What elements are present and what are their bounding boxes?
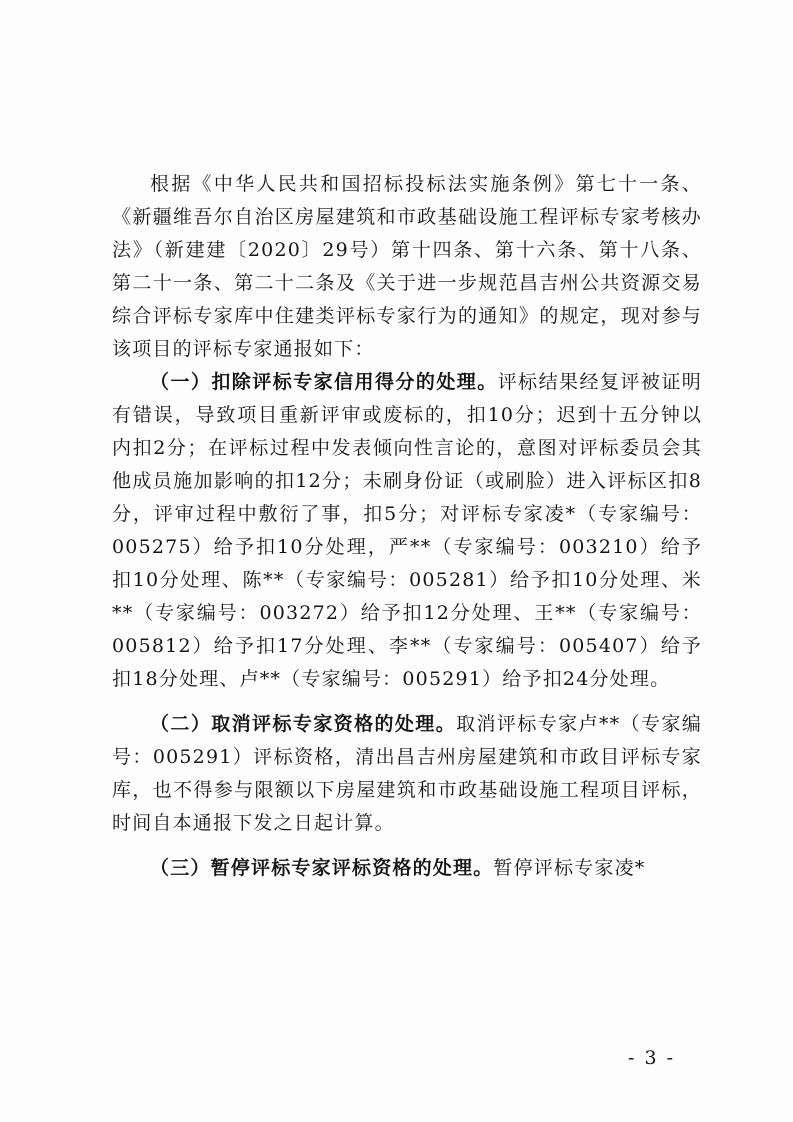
intro-paragraph	[112, 168, 702, 366]
section-3-paragraph	[112, 852, 702, 885]
section-1-heading: （一）扣除评标专家信用得分的处理。	[150, 371, 498, 393]
section-2-paragraph	[112, 708, 702, 840]
intro-text: 根据《中华人民共和国招标投标法实施条例》第七十一条、《新疆维吾尔自治区房屋建筑和市政基础设施工程评标专家考核办法》（新建建〔2020〕29号）第十四条、第十六条、第十八条、第二十一条、第二十二条及《关于进一步规范昌吉州公共资源交易综合评标专家库中住建类评标专家行为的通知》的规定，现对参与该项目的评标专家通报如下：	[112, 173, 702, 360]
document-body	[112, 168, 702, 885]
section-3-text: 暂停评标专家凌*	[493, 857, 646, 879]
section-2-text: 取消评标专家卢**（专家编号：005291）评标资格，清出昌吉州房屋建筑和市政目评标专家库，也不得参与限额以下房屋建筑和市政基础设施工程项目评标，时间自本通报下发之日起计算。	[112, 713, 702, 834]
section-1-text: 评标结果经复评被证明有错误，导致项目重新评审或废标的，扣10分；迟到十五分钟以内扣2分；在评标过程中发表倾向性言论的，意图对评标委员会其他成员施加影响的扣12分；未刷身份证（或刷脸）进入评标区扣8分，评审过程中敷衍了事，扣5分；对评标专家凌*（专家编号：005275）给予扣10分处理，严**（专家编号：003210）给予扣10分处理、陈**（专家编号：005281）给予扣10分处理、米**（专家编号：003272）给予扣12分处理、王**（专家编号：005812）给予扣17分处理、李**（专家编号：005407）给予扣18分处理、卢**（专家编号：005291）给予扣24分处理。	[112, 371, 702, 690]
section-3-heading: （三）暂停评标专家评标资格的处理。	[150, 857, 494, 879]
section-2-heading: （二）取消评标专家资格的处理。	[150, 713, 457, 735]
page-number: - 3 -	[627, 1047, 675, 1069]
section-1-paragraph	[112, 366, 702, 696]
